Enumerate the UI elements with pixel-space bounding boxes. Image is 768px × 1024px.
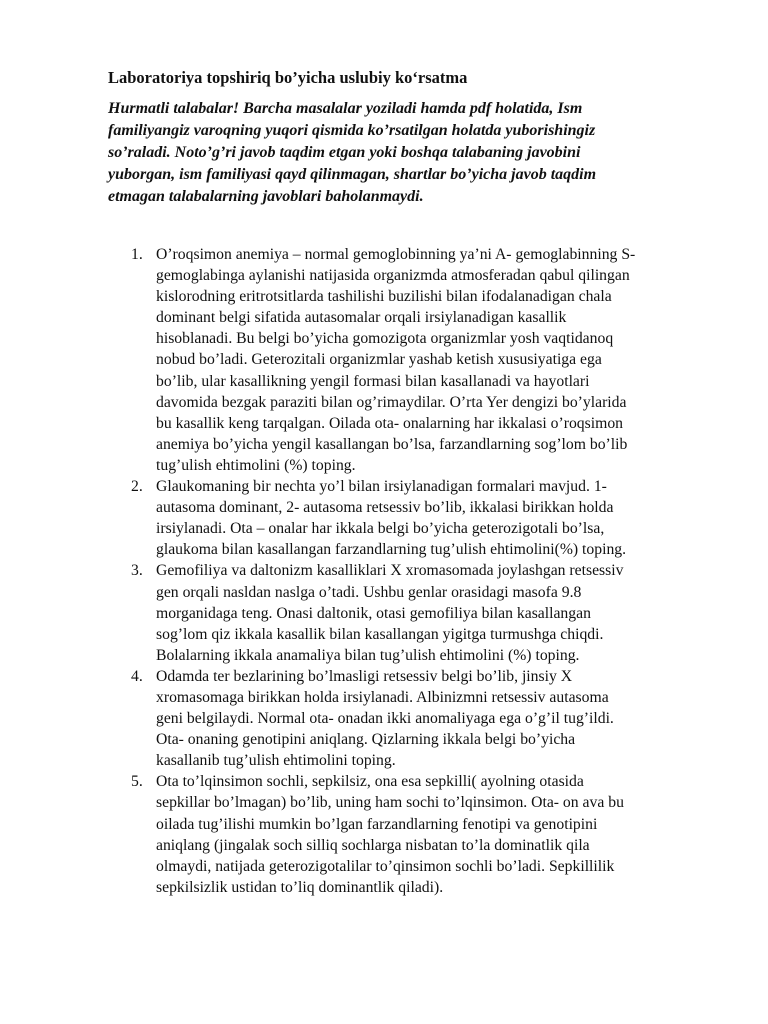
task-text-line: Glaukomaning bir nechta yo’l bilan irsiylanadigan formalari mavjud. 1-	[156, 478, 607, 496]
task-text-line: geni belgilaydi. Normal ota- onadan ikki anomaliyaga ega o’g’il tug’ildi.	[156, 710, 614, 728]
task-number: 5.	[131, 773, 143, 791]
task-number: 2.	[131, 478, 143, 496]
instructions-line: etmagan talabalarning javoblari baholanmaydi.	[108, 188, 424, 205]
task-text-line: aniqlang (jingalak soch silliq sochlarga nisbatan to’la dominatlik qila	[156, 836, 590, 854]
task-text-line: Ota- onaning genotipini aniqlang. Qizlarning ikkala belgi bo’yicha	[156, 731, 576, 749]
task-text-line: bo’lib, ular kasallikning yengil formasi bilan kasallanadi va hayotlari	[156, 372, 590, 390]
task-text-line: nobud bo’ladi. Geterozitali organizmlar yashab ketish xususiyatiga ega	[156, 351, 602, 369]
task-text-line: sog’lom qiz ikkala kasallik bilan kasallangan yigitga turmushga chiqdi.	[156, 625, 604, 643]
task-text-line: oilada tug’ilishi mumkin bo’lgan farzandlarning fenotipi va genotipini	[156, 815, 598, 833]
task-number: 3.	[131, 562, 143, 580]
instructions-line: so’raladi. Noto’g’ri javob taqdim etgan yoki boshqa talabaning javobini	[108, 144, 581, 161]
task-text-line: Odamda ter bezlarining bo’lmasligi retsessiv belgi bo’lib, jinsiy X	[156, 667, 573, 685]
task-text-line: sepkillar bo’lmagan) bo’lib, uning ham sochi to’lqinsimon. Ota- on ava bu	[156, 794, 624, 812]
task-item	[108, 476, 728, 560]
task-text-line: O’roqsimon anemiya – normal gemoglobinning ya’ni A- gemoglabinning S-	[156, 246, 636, 263]
task-text-line: gen orqali nasldan naslga o’tadi. Ushbu genlar orasidagi masofa 9.8	[156, 583, 582, 601]
task-item	[108, 560, 728, 665]
task-item	[108, 666, 728, 771]
task-text-line: sepkilsizlik ustidan to’liq dominantlik qiladi).	[156, 878, 444, 896]
task-text-line: glaukoma bilan kasallangan farzandlarning tug’ulish ehtimolini(%) toping.	[156, 541, 627, 559]
task-list	[108, 244, 728, 898]
instructions-line: familiyangiz varoqning yuqori qismida ko’rsatilgan holatda yuborishingiz	[108, 122, 596, 139]
task-text-line: davomida bezgak paraziti bilan og’rimaydilar. O’rta Yer dengizi bo’ylarida	[156, 393, 627, 411]
task-item	[108, 771, 728, 898]
task-text-line: dominant belgi sifatida autasomalar orqali irsiylanadigan kasallik	[156, 309, 567, 327]
task-number: 4.	[131, 667, 143, 685]
task-text-line: Bolalarning ikkala anamaliya bilan tug’ulish ehtimolini (%) toping.	[156, 646, 580, 664]
task-number: 1.	[131, 246, 143, 263]
task-text-line: bu kasallik keng tarqalgan. Oilada ota- onalarning har ikkalasi o’roqsimon	[156, 414, 624, 432]
task-text-line: tug’ulish ehtimolini (%) toping.	[156, 456, 356, 474]
task-text-line: morganidaga teng. Onasi daltonik, otasi gemofiliya bilan kasallangan	[156, 604, 591, 622]
task-text-line: autasoma dominant, 2- autasoma retsessiv bo’lib, ikkalasi birikkan holda	[156, 499, 614, 517]
task-text-line: gemoglabinga aylanishi natijasida organizmda atmosferadan qabul qilingan	[156, 267, 630, 285]
task-text-line: kasallanib tug’ulish ehtimolini toping.	[156, 752, 396, 770]
task-text-line: xromasomaga birikkan holda irsiylanadi. Albinizmni retsessiv autasoma	[156, 688, 609, 706]
task-text-line: olmaydi, natijada geterozigotalilar to’qinsimon sochli bo’ladi. Sepkillilik	[156, 857, 615, 875]
task-text-line: irsiylanadi. Ota – onalar har ikkala belgi bo’yicha geterozigotali bo’lsa,	[156, 520, 605, 538]
task-text-line: Ota to’lqinsimon sochli, sepkilsiz, ona esa sepkilli( ayolning otasida	[156, 773, 584, 791]
instructions-line: yuborgan, ism familiyasi qayd qilinmagan, shartlar bo’yicha javob taqdim	[108, 166, 597, 183]
page-title: Laboratoriya topshiriq bo’yicha uslubiy ko‘rsatma	[108, 68, 468, 87]
task-text-line: anemiya bo’yicha yengil kasallangan bo’lsa, farzandlarning sog’lom bo’lib	[156, 435, 628, 453]
instructions-line: Hurmatli talabalar! Barcha masalalar yoziladi hamda pdf holatida, Ism	[108, 100, 583, 117]
task-text-line: hisoblanadi. Bu belgi bo’yicha gomozigota organizmlar yosh vaqtidanoq	[156, 330, 614, 348]
task-text-line: kislorodning eritrotsitlarda tashilishi buzilishi bilan ifodalanadigan chala	[156, 288, 612, 306]
task-item	[108, 244, 728, 476]
task-text-line: Gemofiliya va daltonizm kasalliklari X xromasomada joylashgan retsessiv	[156, 562, 624, 580]
instructions-paragraph	[108, 98, 728, 208]
